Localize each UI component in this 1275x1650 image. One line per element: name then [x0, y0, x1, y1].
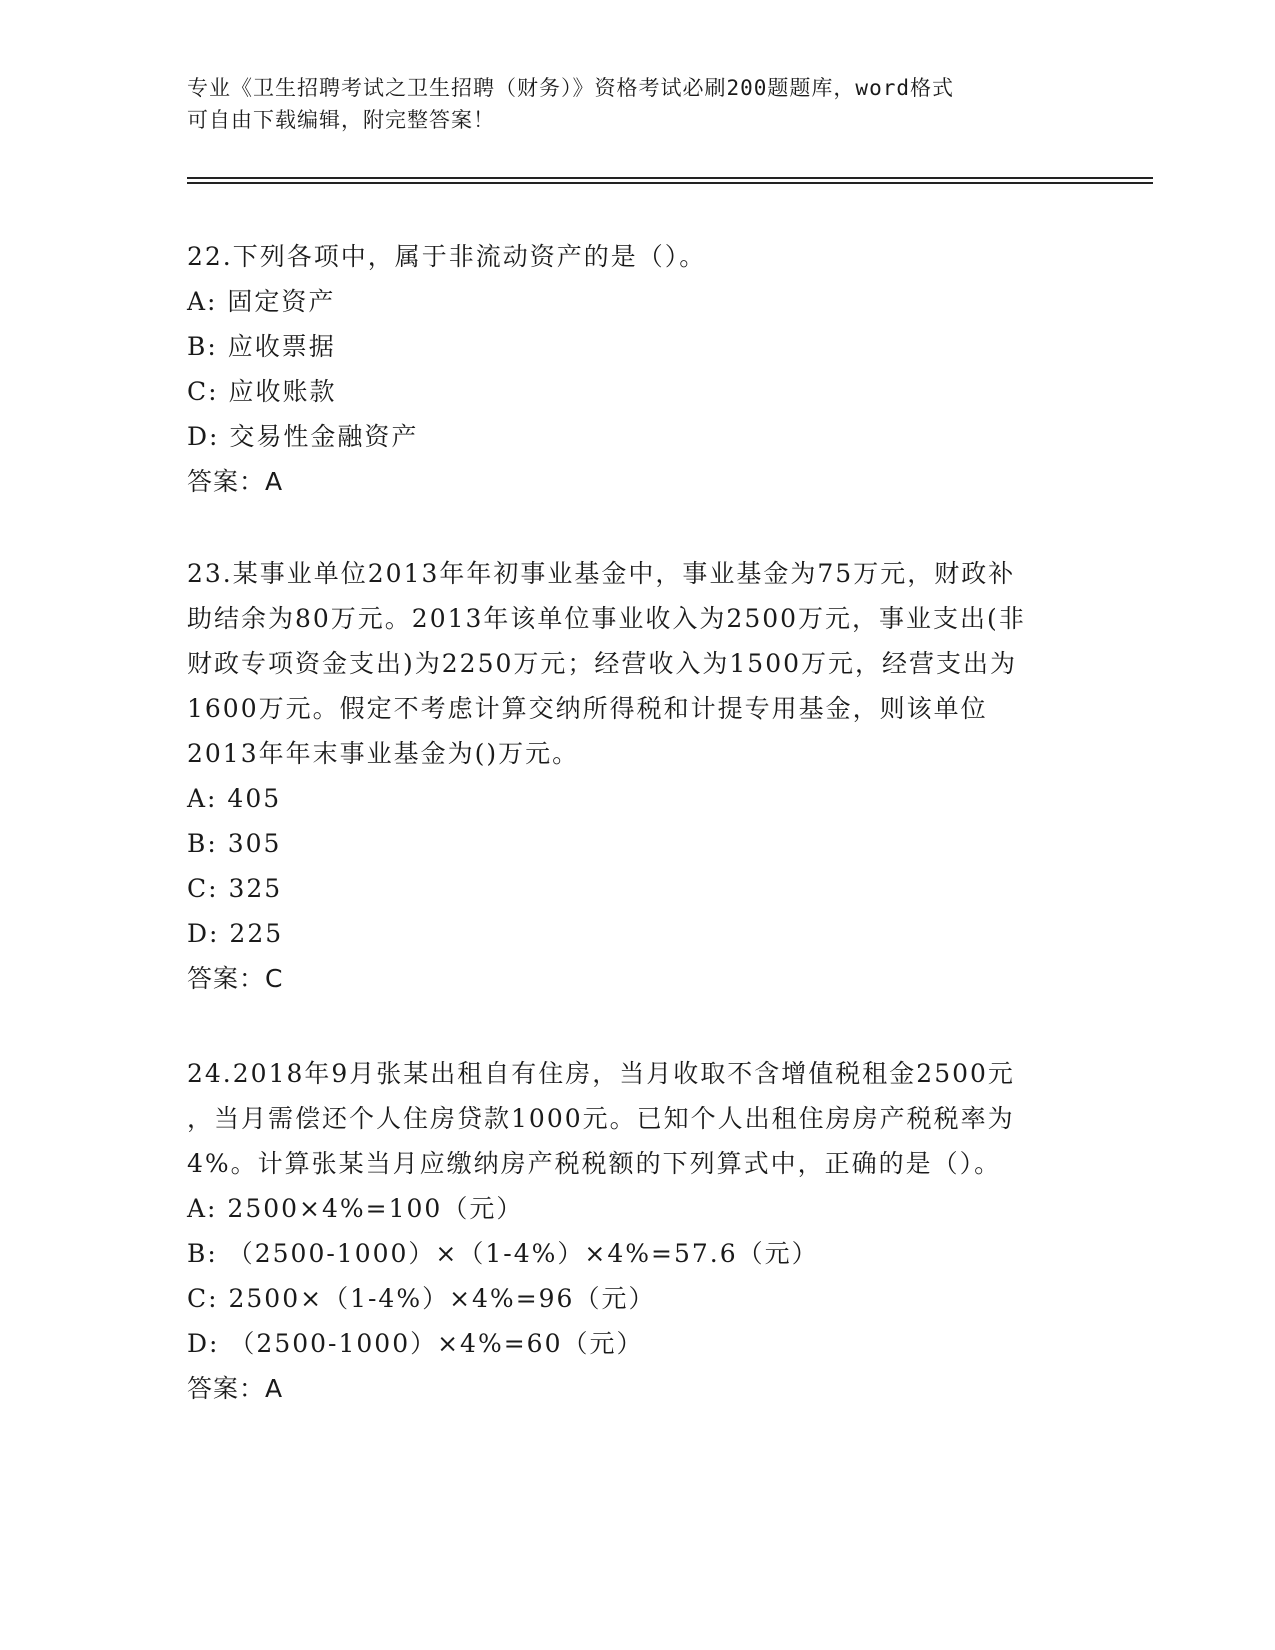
- document-header: [187, 72, 1067, 136]
- option-a: A: 固定资产: [187, 287, 336, 316]
- answer: 答案：A: [187, 467, 284, 496]
- option-a: A: 2500×4%=100（元）: [187, 1194, 524, 1223]
- answer: 答案：A: [187, 1374, 284, 1403]
- question-stem-line: 23.某事业单位2013年年初事业基金中，事业基金为75万元，财政补: [187, 559, 1016, 588]
- option-c: C: 2500×（1-4%）×4%=96（元）: [187, 1284, 656, 1313]
- question-stem-line: 24.2018年9月张某出租自有住房，当月收取不含增值税租金2500元: [187, 1059, 1015, 1088]
- answer: 答案：C: [187, 964, 284, 993]
- option-d: D: 交易性金融资产: [187, 422, 419, 451]
- header-line-1: 专业《卫生招聘考试之卫生招聘（财务）》资格考试必刷200题题库，word格式: [187, 76, 954, 100]
- option-d: D: 225: [187, 919, 284, 948]
- option-b: B: （2500-1000）×（1-4%）×4%=57.6（元）: [187, 1239, 819, 1268]
- question-stem-line: 财政专项资金支出)为2250万元；经营收入为1500万元，经营支出为: [187, 649, 1018, 678]
- header-line-2: 可自由下载编辑，附完整答案！: [187, 108, 495, 132]
- header-rule-top: [187, 177, 1153, 179]
- option-b: B: 305: [187, 829, 282, 858]
- question-24: [187, 1051, 1087, 1411]
- option-b: B: 应收票据: [187, 332, 336, 361]
- question-stem: 22.下列各项中，属于非流动资产的是（）。: [187, 242, 707, 271]
- option-d: D: （2500-1000）×4%=60（元）: [187, 1329, 644, 1358]
- question-stem-line: 助结余为80万元。2013年该单位事业收入为2500万元，事业支出(非: [187, 604, 1026, 633]
- question-stem-line: 4%。计算张某当月应缴纳房产税税额的下列算式中，正确的是（）。: [187, 1149, 1002, 1178]
- question-stem-line: 2013年年末事业基金为()万元。: [187, 739, 580, 768]
- header-rule-bottom: [187, 182, 1153, 184]
- question-22: [187, 234, 1087, 504]
- option-c: C: 应收账款: [187, 377, 337, 406]
- option-c: C: 325: [187, 874, 283, 903]
- question-23: [187, 551, 1087, 1001]
- question-stem-line: ，当月需偿还个人住房贷款1000元。已知个人出租住房房产税税率为: [187, 1104, 1015, 1133]
- question-stem-line: 1600万元。假定不考虑计算交纳所得税和计提专用基金，则该单位: [187, 694, 988, 723]
- option-a: A: 405: [187, 784, 282, 813]
